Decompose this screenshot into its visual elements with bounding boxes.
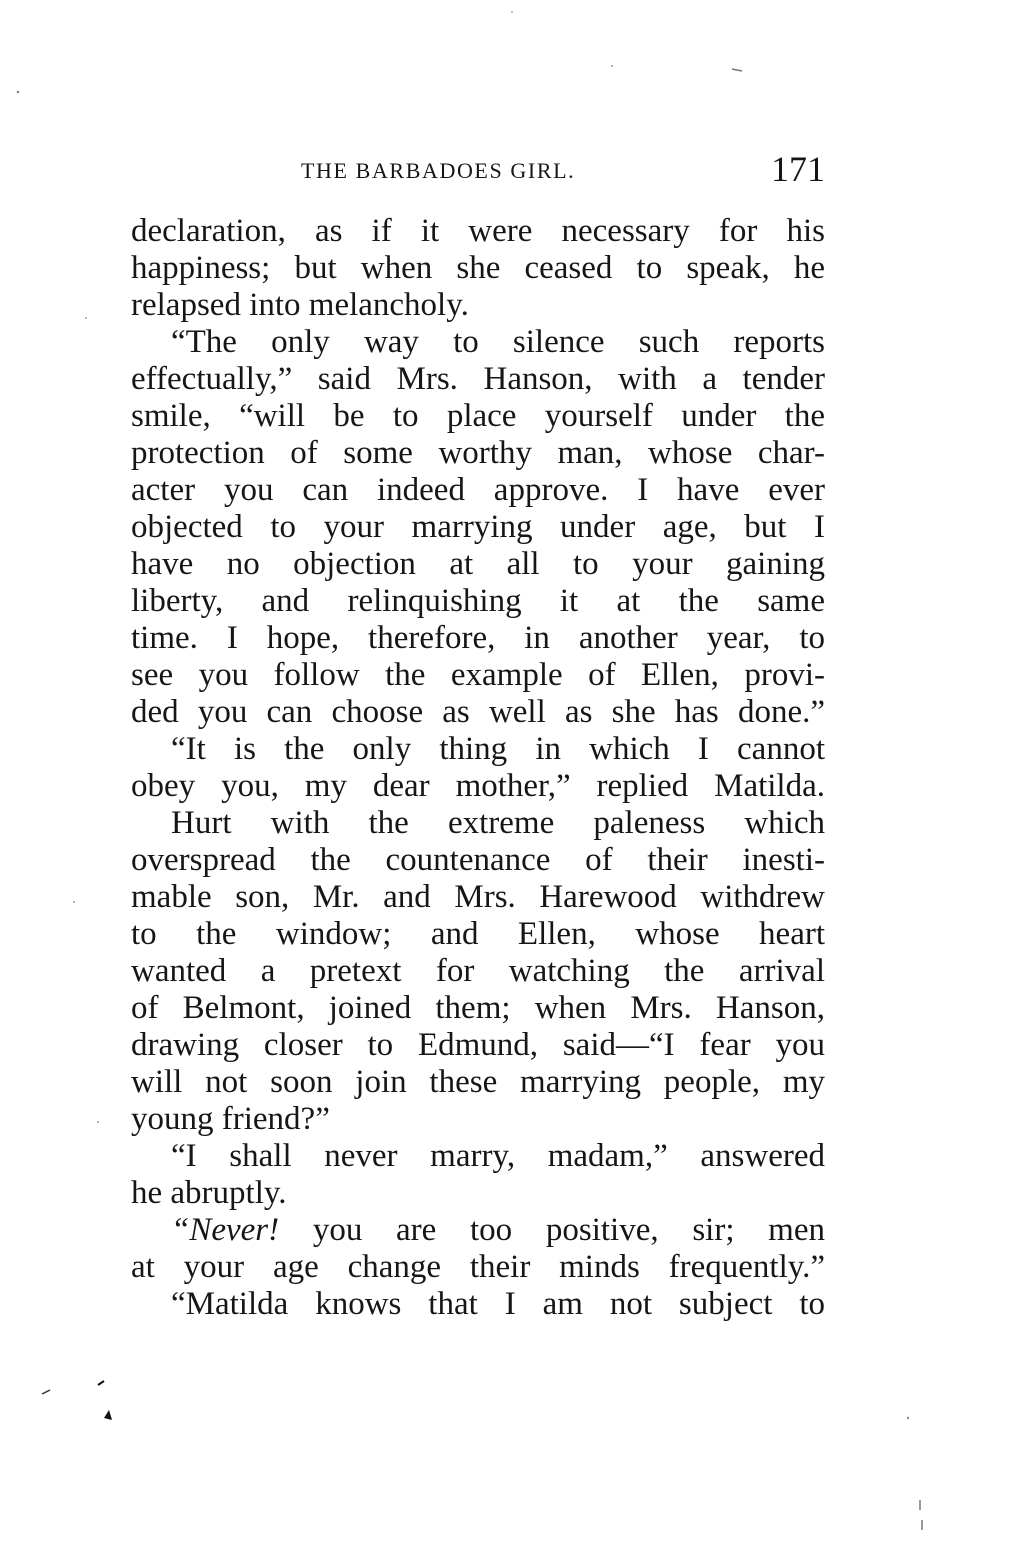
text-line: smile, “will be to place yourself under the <box>131 398 825 434</box>
text-line: protection of some worthy man, whose char- <box>131 435 825 471</box>
text-line: Hurt with the extreme paleness which <box>171 805 825 841</box>
text-line: relapsed into melancholy. <box>131 287 469 323</box>
text-line: overspread the countenance of their inesti- <box>131 842 825 878</box>
speck <box>907 1417 909 1419</box>
text-line: he abruptly. <box>131 1175 287 1211</box>
running-title: THE BARBADOES GIRL. <box>301 158 576 183</box>
speck <box>920 1500 922 1530</box>
text-line <box>131 1212 825 1249</box>
text-line: at your age change their minds frequently.” <box>131 1249 825 1285</box>
text-line: mable son, Mr. and Mrs. Harewood withdrew <box>131 879 825 915</box>
text-line: effectually,” said Mrs. Hanson, with a tender <box>131 361 825 397</box>
text-line: ded you can choose as well as she has done.” <box>131 694 825 730</box>
text-line: time. I hope, therefore, in another year, to <box>131 620 825 656</box>
text-line: “Matilda knows that I am not subject to <box>171 1286 825 1322</box>
text-line: “The only way to silence such reports <box>171 324 825 360</box>
text-line: declaration, as if it were necessary for his <box>131 213 825 249</box>
text-line: “It is the only thing in which I cannot <box>171 731 825 767</box>
text-line: young friend?” <box>131 1101 330 1137</box>
speck <box>85 317 87 319</box>
text-line: obey you, my dear mother,” replied Matilda. <box>131 768 825 804</box>
speck <box>732 69 742 71</box>
text-line: drawing closer to Edmund, said—“I fear you <box>131 1027 825 1063</box>
speck <box>511 11 513 13</box>
text-line: acter you can indeed approve. I have ever <box>131 472 825 508</box>
speck <box>97 1121 99 1123</box>
text-line: of Belmont, joined them; when Mrs. Hanson, <box>131 990 825 1026</box>
text-line: will not soon join these marrying people, my <box>131 1064 825 1100</box>
text-line: “I shall never marry, madam,” answered <box>171 1138 825 1174</box>
text-line: see you follow the example of Ellen, provi- <box>131 657 825 693</box>
text-line: to the window; and Ellen, whose heart <box>131 916 825 952</box>
text-line: have no objection at all to your gaining <box>131 546 825 582</box>
running-header <box>131 148 825 188</box>
speck <box>73 901 75 903</box>
text-line: wanted a pretext for watching the arrival <box>131 953 825 989</box>
body-text <box>131 213 825 1323</box>
speck <box>611 65 613 67</box>
speck <box>17 91 19 93</box>
page-number: 171 <box>771 149 825 189</box>
text-line: happiness; but when she ceased to speak, he <box>131 250 825 286</box>
text-line: liberty, and relinquishing it at the same <box>131 583 825 619</box>
line-remainder: you are too positive, sir; men <box>279 1212 825 1248</box>
speck <box>98 1381 104 1385</box>
italic-word: “Never! <box>171 1212 280 1248</box>
speck <box>104 1410 112 1420</box>
speck <box>42 1390 50 1394</box>
text-line: objected to your marrying under age, but I <box>131 509 825 545</box>
